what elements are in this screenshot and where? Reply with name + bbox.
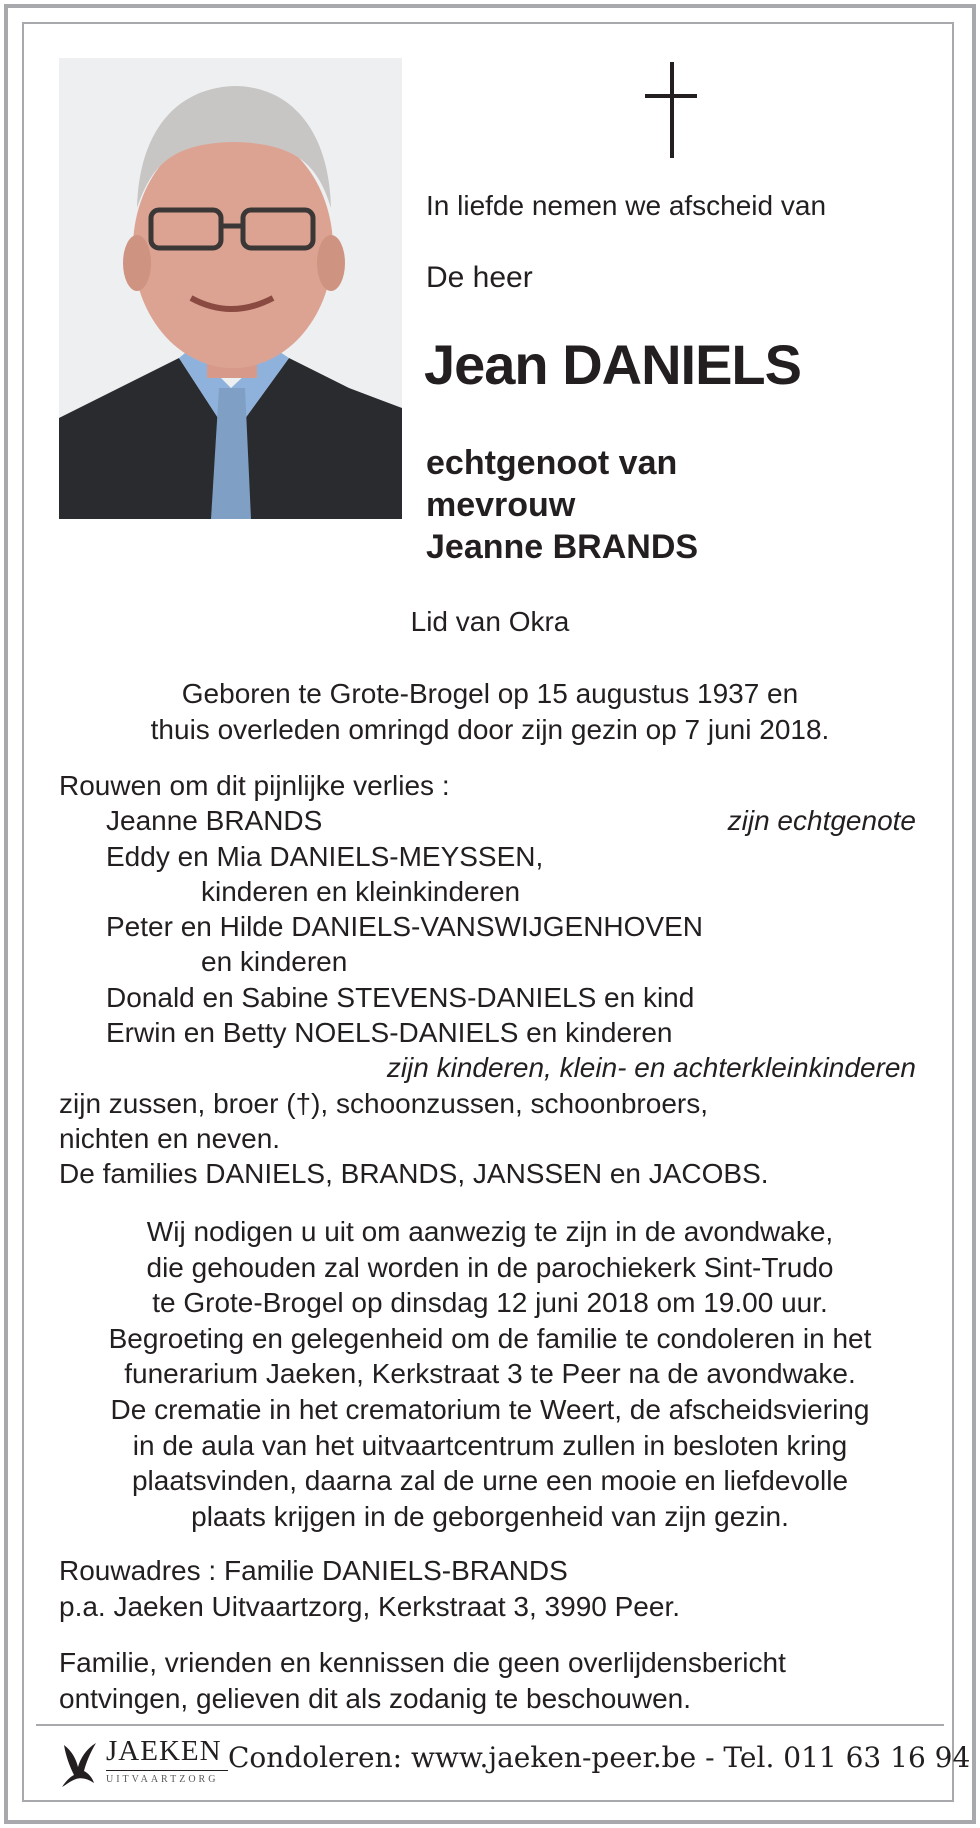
jaeken-logo: [60, 1733, 228, 1793]
spouse-line: Jeanne BRANDS: [426, 528, 699, 566]
invitation-line: Wij nodigen u uit om aanwezig te zijn in de avondwake,: [146, 1216, 834, 1247]
birth-death-line: thuis overleden omringd door zijn gezin op 7 juni 2018.: [150, 714, 830, 745]
invitation-line: plaats krijgen in de geborgenheid van zijn gezin.: [191, 1500, 789, 1532]
relation-label: zijn echtgenote: [727, 805, 916, 837]
deceased-name: Jean DANIELS: [424, 333, 801, 396]
cross-icon: [645, 62, 697, 158]
notice-line: Familie, vrienden en kennissen die geen overlijdensbericht: [59, 1647, 786, 1678]
logo-subtitle: UITVAARTZORG: [106, 1774, 219, 1785]
invitation-line: plaatsvinden, daarna zal de urne een mooie en liefdevolle: [131, 1465, 849, 1497]
address-line: p.a. Jaeken Uitvaartzorg, Kerkstraat 3, 3990 Peer.: [59, 1591, 681, 1622]
mourners-intro: Rouwen om dit pijnlijke verlies :: [59, 770, 450, 801]
dove-icon: [60, 1737, 100, 1789]
logo-name: JAEKEN: [106, 1735, 222, 1767]
list-item: [59, 1050, 916, 1085]
invitation-line: De crematie in het crematorium te Weert, de afscheidsviering: [110, 1393, 870, 1425]
list-item: Erwin en Betty NOELS-DANIELS en kinderen: [106, 1017, 673, 1049]
footer-divider: [36, 1724, 944, 1726]
list-item: Donald en Sabine STEVENS-DANIELS en kind: [106, 981, 695, 1013]
list-item: [59, 803, 916, 838]
list-item: De families DANIELS, BRANDS, JANSSEN en JACOBS.: [59, 1158, 769, 1190]
invitation-line: in de aula van het uitvaartcentrum zullen in besloten kring: [132, 1429, 848, 1461]
invitation-text: [0, 1214, 980, 1534]
list-item: kinderen en kleinkinderen: [201, 875, 521, 907]
relation-label: zijn kinderen, klein- en achterkleinkinderen: [386, 1052, 916, 1084]
mourner-name: Jeanne BRANDS: [106, 805, 323, 837]
mourners-list: [59, 768, 916, 1192]
spouse-info: [426, 442, 698, 568]
list-item: nichten en neven.: [59, 1122, 281, 1154]
spouse-line: mevrouw: [426, 486, 576, 524]
list-item: zijn zussen, broer (†), schoonzussen, schoonbroers,: [59, 1087, 708, 1119]
birth-death-line: Geboren te Grote-Brogel op 15 augustus 1937 en: [181, 678, 799, 709]
birth-death-text: [0, 676, 980, 748]
intro-text: In liefde nemen we afscheid van: [426, 190, 827, 221]
invitation-line: die gehouden zal worden in de parochiekerk Sint-Trudo: [146, 1251, 834, 1283]
notice-line: ontvingen, gelieven dit als zodanig te beschouwen.: [59, 1683, 691, 1714]
invitation-line: Begroeting en gelegenheid om de familie te condoleren in het: [108, 1322, 872, 1354]
portrait-photo: [59, 58, 402, 519]
notice-text: [59, 1645, 786, 1717]
list-item: en kinderen: [201, 946, 348, 978]
mourning-address: [59, 1553, 680, 1625]
address-line: Rouwadres : Familie DANIELS-BRANDS: [59, 1555, 568, 1586]
logo-rule: [106, 1770, 228, 1771]
condolence-contact: Condoleren: www.jaeken-peer.be - Tel. 011 63 16 94: [228, 1741, 971, 1774]
invitation-line: te Grote-Brogel op dinsdag 12 juni 2018 om 19.00 uur.: [152, 1287, 828, 1319]
invitation-line: funerarium Jaeken, Kerkstraat 3 te Peer na de avondwake.: [124, 1358, 856, 1390]
spouse-line: echtgenoot van: [426, 444, 678, 482]
list-item: Peter en Hilde DANIELS-VANSWIJGENHOVEN: [106, 911, 703, 943]
list-item: Eddy en Mia DANIELS-MEYSSEN,: [106, 840, 544, 872]
membership-text: Lid van Okra: [410, 606, 570, 637]
honorific: De heer: [426, 261, 533, 294]
